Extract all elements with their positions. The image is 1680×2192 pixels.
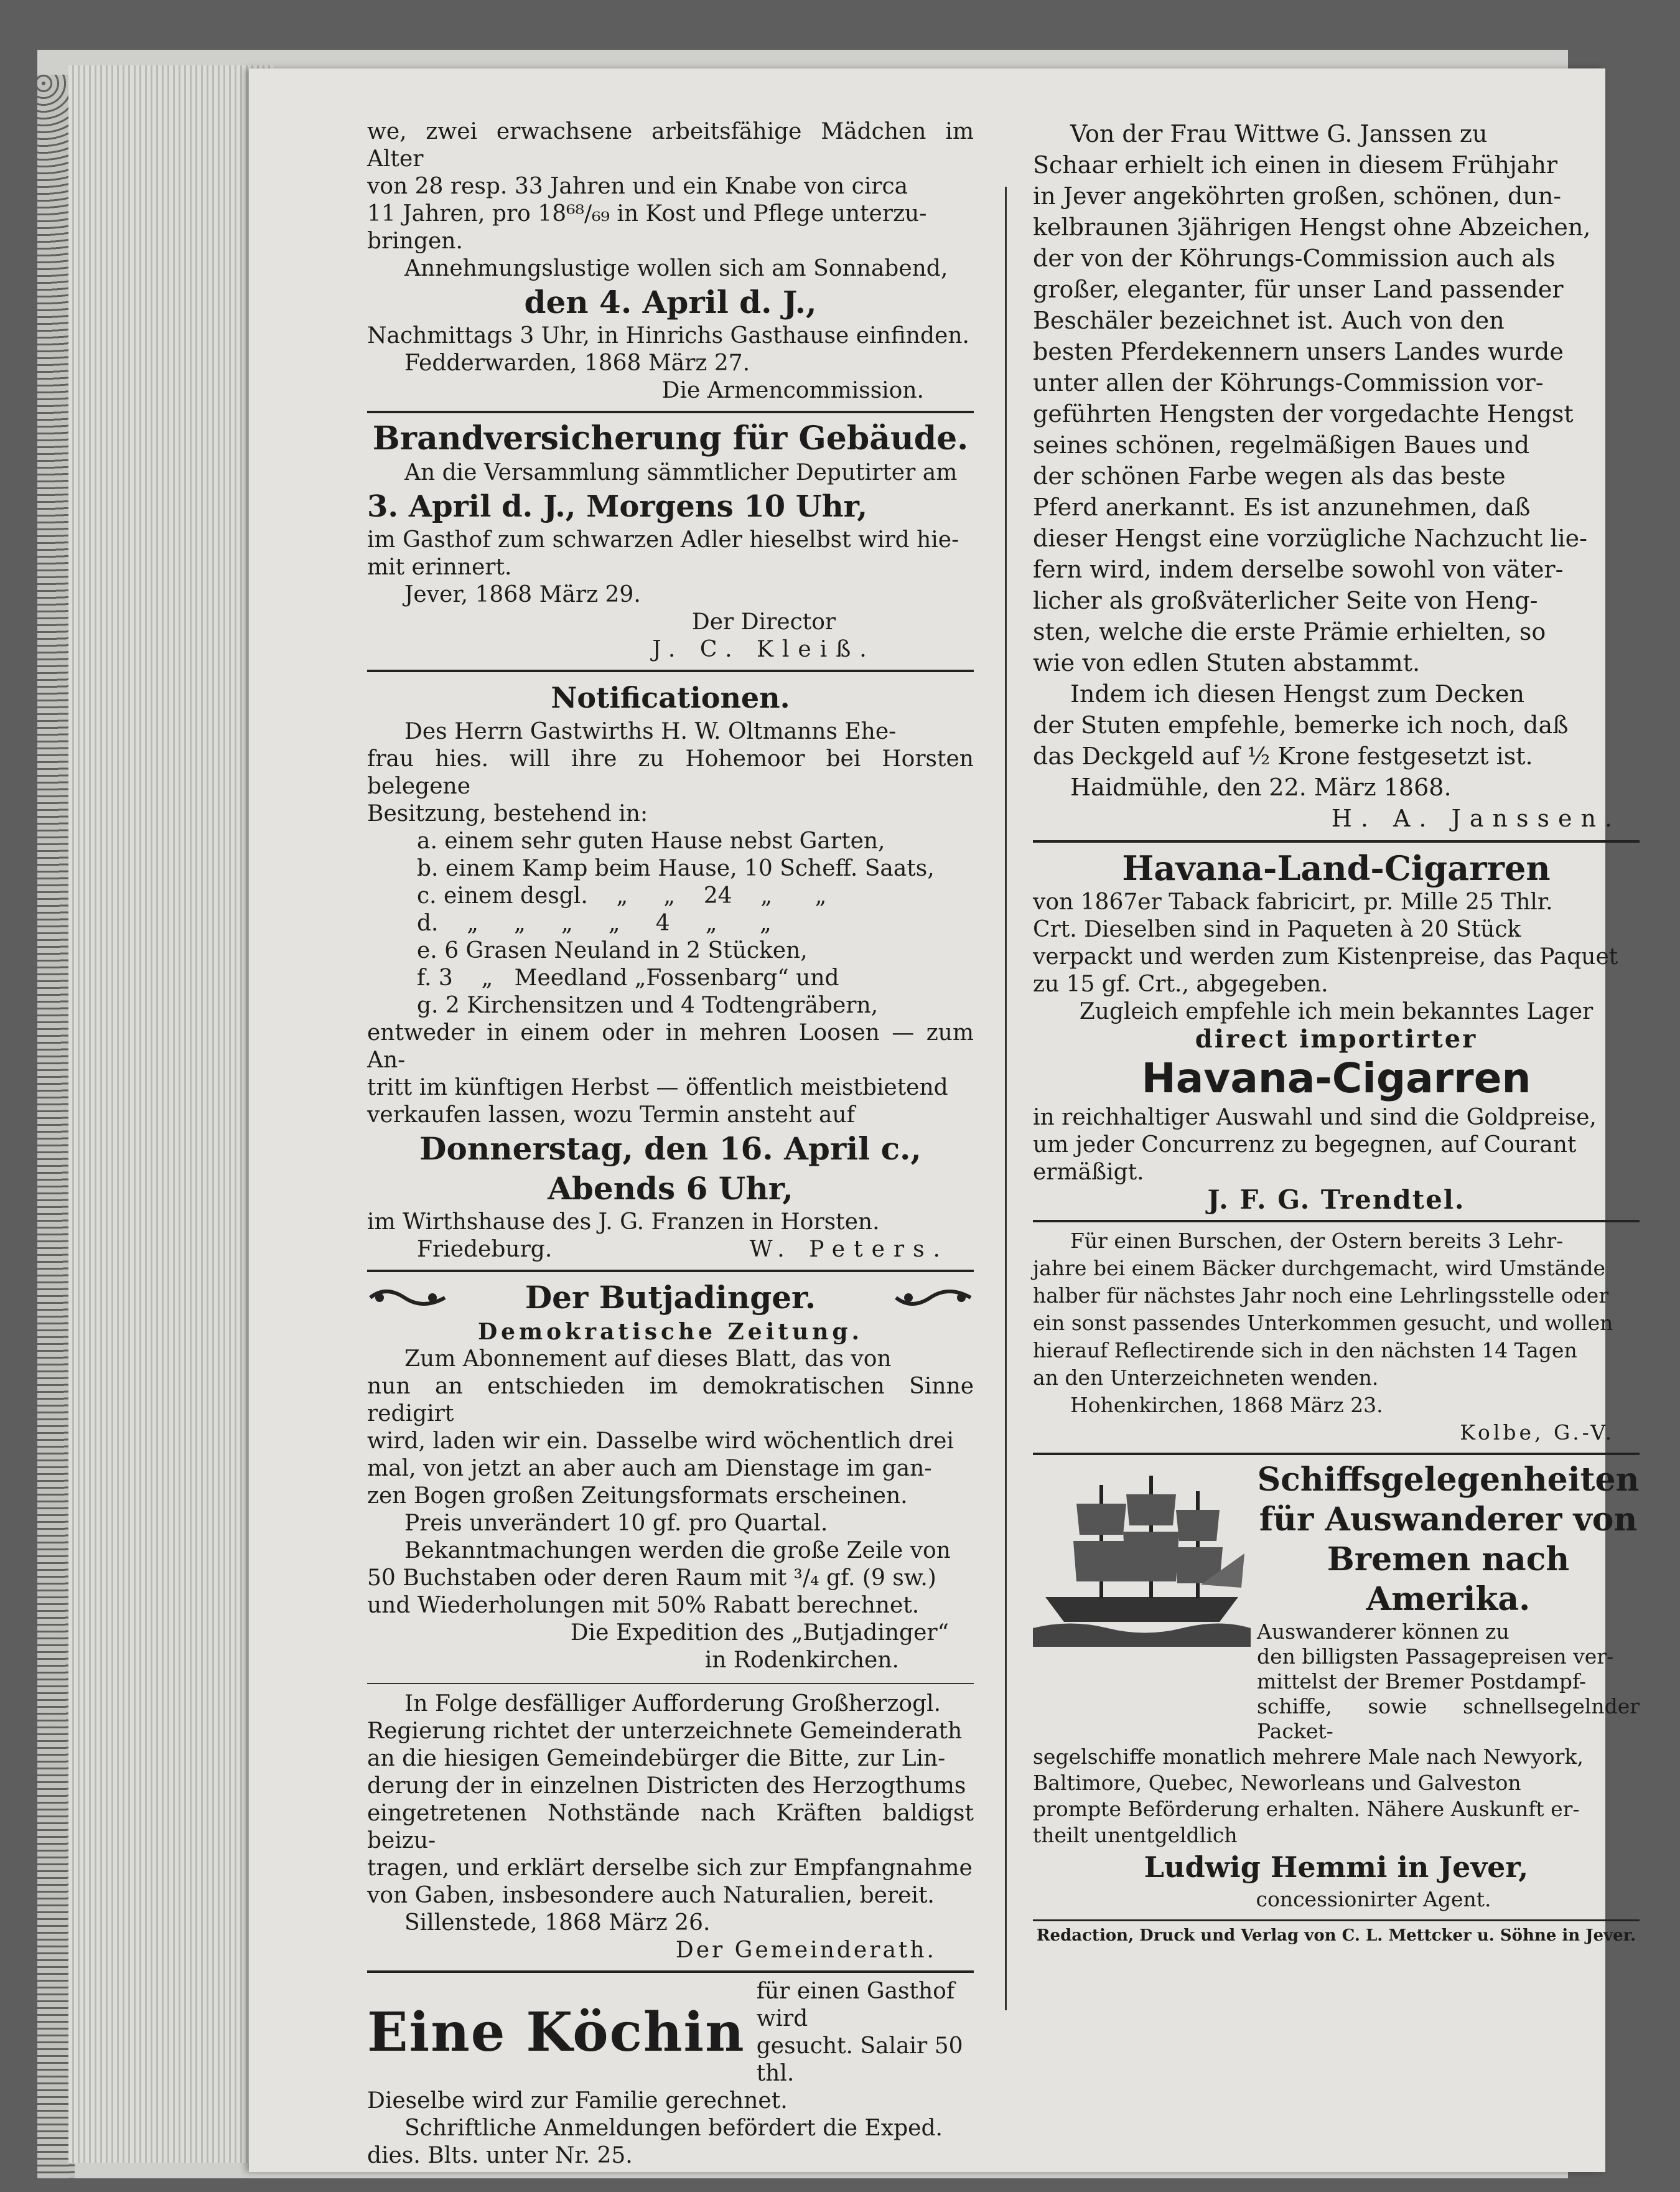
notice-subtitle: Demokratische Zeitung. xyxy=(477,1319,864,1345)
notice-date: den 4. April d. J., xyxy=(524,284,817,321)
text-line: nun an entschieden im demokratischen Sinne redigirt xyxy=(367,1374,974,1426)
text-line: derung der in einzelnen Districten des Herzogthums xyxy=(367,1773,966,1799)
text-line: zen Bogen großen Zeitungsformats erscheinen. xyxy=(367,1483,908,1509)
cigar-ad xyxy=(1033,848,1640,1214)
text-line: Für einen Burschen, der Ostern bereits 3 Lehr- xyxy=(1070,1229,1564,1253)
property-list xyxy=(367,828,974,1019)
text-line: den billigsten Passagepreisen ver- xyxy=(1257,1644,1614,1669)
title-row xyxy=(367,1978,974,2087)
text-line: Baltimore, Quebec, Neworleans und Galveston xyxy=(1033,1771,1521,1795)
title-side-text xyxy=(757,1978,974,2087)
list-item: f. 3 „ Meedland „Fossenbarg“ und xyxy=(417,965,839,991)
text-line: wie von edlen Stuten abstammt. xyxy=(1033,649,1421,677)
text-line: Crt. Dieselben sind in Paqueten à 20 Stück xyxy=(1033,917,1521,942)
text-line: Pferd anerkannt. Es ist anzunehmen, daß xyxy=(1033,494,1531,521)
koechin-notice xyxy=(367,1978,974,2170)
text-line: großer, eleganter, für unser Land passender xyxy=(1033,276,1564,303)
text-line: Von der Frau Wittwe G. Janssen zu xyxy=(1070,120,1488,148)
ship-ad xyxy=(1033,1460,1640,1913)
text-line: segelschiffe monatlich mehrere Male nach Newyork, xyxy=(1033,1745,1584,1769)
left-column xyxy=(367,118,974,2170)
text-line: eingetretenen Nothstände nach Kräften baldigst beizu- xyxy=(367,1801,974,1853)
text-line: fern wird, indem derselbe sowohl von väter- xyxy=(1033,556,1564,583)
text-line: Auswanderer können zu xyxy=(1257,1619,1510,1644)
text-line: Nachmittags 3 Uhr, in Hinrichs Gasthause einfinden. xyxy=(367,323,969,349)
column-divider xyxy=(1005,187,1007,2010)
text-line: hierauf Reflectirende sich in den nächsten 14 Tagen xyxy=(1033,1338,1577,1362)
text-line: An die Versammlung sämmtlicher Deputirter am xyxy=(404,460,958,485)
divider xyxy=(1033,1220,1640,1222)
place-date: Sillenstede, 1868 März 26. xyxy=(404,1910,711,1936)
text-line: In Folge desfälliger Aufforderung Großherzogl. xyxy=(404,1691,941,1717)
divider xyxy=(367,411,974,413)
text-line: halber für nächstes Jahr noch eine Lehrlingsstelle oder xyxy=(1033,1283,1609,1308)
divider xyxy=(1033,840,1640,843)
armen-notice xyxy=(367,118,974,405)
text-line: Des Herrn Gastwirths H. W. Oltmanns Ehe- xyxy=(404,719,897,744)
ship-header xyxy=(1033,1460,1640,1744)
ad-title: Havana-Cigarren xyxy=(1141,1054,1531,1102)
signature-title: Der Director xyxy=(691,609,836,635)
signature: W. Peters. xyxy=(749,1237,949,1262)
text-line: Beschäler bezeichnet ist. Auch von den xyxy=(1033,307,1505,334)
right-column xyxy=(1033,118,1640,1946)
text-line: mal, von jetzt an aber auch am Dienstage im gan- xyxy=(367,1456,932,1481)
text-line: verpackt und werden zum Kistenpreise, das Paquet xyxy=(1033,944,1618,970)
divider xyxy=(1033,1453,1640,1455)
text-line: im Wirthshause des J. G. Franzen in Horsten. xyxy=(367,1209,880,1235)
text-line: schiffe, sowie schnellsegelnder Packet- xyxy=(1257,1694,1640,1743)
ad-title: für Auswanderer von xyxy=(1259,1501,1638,1539)
text-line: licher als großväterlicher Seite von Heng- xyxy=(1033,587,1538,614)
text-line: jahre bei einem Bäcker durchgemacht, wird Umstände xyxy=(1033,1256,1606,1280)
ad-title: Havana-Land-Cigarren xyxy=(1122,848,1551,888)
agent-name: Ludwig Hemmi in Jever, xyxy=(1144,1850,1529,1884)
text-line: an den Unterzeichneten wenden. xyxy=(1033,1365,1379,1390)
text-line: Indem ich diesen Hengst zum Decken xyxy=(1070,680,1525,708)
text-line: 50 Buchstaben oder deren Raum mit ³/₄ gf. (9 sw.) xyxy=(367,1565,936,1591)
text-line: mit erinnert. xyxy=(367,555,512,580)
notif-notice xyxy=(367,677,974,1263)
bursche-notice xyxy=(1033,1227,1640,1446)
divider xyxy=(367,1683,974,1684)
text-line: der schönen Farbe wegen als das beste xyxy=(1033,462,1506,490)
list-item: d. „ „ „ „ 4 „ „ xyxy=(417,911,772,936)
divider xyxy=(367,1970,974,1973)
signature: in Rodenkirchen. xyxy=(704,1647,899,1673)
text-line: dieser Hengst eine vorzügliche Nachzucht lie- xyxy=(1033,525,1588,552)
signature: J. F. G. Trendtel. xyxy=(1207,1184,1465,1215)
place-date: Haidmühle, den 22. März 1868. xyxy=(1070,774,1452,801)
brand-notice xyxy=(367,418,974,663)
imprint: Redaction, Druck und Verlag von C. L. Mettcker u. Söhne in Jever. xyxy=(1033,1919,1640,1946)
text-line: theilt unentgeldlich xyxy=(1033,1823,1238,1847)
notice-title: Brandversicherung für Gebäude. xyxy=(372,419,969,457)
notice-title: Notificationen. xyxy=(551,681,790,714)
agent-title: concessionirter Agent. xyxy=(1256,1887,1491,1911)
signature: Der Gemeinderath. xyxy=(675,1937,936,1963)
text-line: das Deckgeld auf ½ Krone festgesetzt ist. xyxy=(1033,742,1533,770)
signature: Kolbe, G.-V. xyxy=(1460,1420,1615,1445)
text-line: Schriftliche Anmeldungen befördert die Exped. xyxy=(404,2115,943,2141)
text-line: frau hies. will ihre zu Hohemoor bei Horsten belegene xyxy=(367,746,974,799)
text-line: von 28 resp. 33 Jahren und ein Knabe von circa xyxy=(367,174,908,199)
list-item: a. einem sehr guten Hause nebst Garten, xyxy=(417,828,885,854)
list-item: e. 6 Grasen Neuland in 2 Stücken, xyxy=(417,938,808,963)
text-line: Zum Abonnement auf dieses Blatt, das von xyxy=(404,1346,892,1372)
ad-subtitle: direct importirter xyxy=(1195,1024,1478,1054)
notice-time: Abends 6 Uhr, xyxy=(548,1170,793,1207)
signature: Die Armencommission. xyxy=(661,378,924,403)
hengst-notice xyxy=(1033,118,1640,834)
place-date: Jever, 1868 März 29. xyxy=(404,582,641,607)
text-line: Besitzung, bestehend in: xyxy=(367,801,648,827)
text-line: Regierung richtet der unterzeichnete Gemeinderath xyxy=(367,1718,963,1744)
text-line: ermäßigt. xyxy=(1033,1159,1144,1185)
text-line: an die hiesigen Gemeindebürger die Bitte, zur Lin- xyxy=(367,1746,946,1771)
divider xyxy=(367,1270,974,1272)
signature: Die Expedition des „Butjadinger“ xyxy=(570,1620,949,1646)
text-line: um jeder Concurrenz zu begegnen, auf Courant xyxy=(1033,1132,1577,1158)
text-line: tritt im künftigen Herbst — öffentlich meistbietend xyxy=(367,1075,948,1100)
signature: J. C. Kleiß. xyxy=(652,637,875,662)
list-item: c. einem desgl. „ „ 24 „ „ xyxy=(417,883,827,909)
notice-title: Der Butjadinger. xyxy=(525,1279,816,1316)
page-stack xyxy=(68,65,274,2163)
text-line: 11 Jahren, pro 18⁶⁸/₆₉ in Kost und Pflege unterzu- xyxy=(367,201,927,227)
text-line: dies. Blts. unter Nr. 25. xyxy=(367,2143,633,2168)
text-line: wird, laden wir ein. Dasselbe wird wöchentlich drei xyxy=(367,1428,954,1454)
text-line: Schaar erhielt ich einen in diesem Frühjahr xyxy=(1033,151,1558,179)
ship-title-block xyxy=(1257,1460,1640,1744)
text-line: unter allen der Köhrungs-Commission vor- xyxy=(1033,369,1544,396)
list-item: g. 2 Kirchensitzen und 4 Todtengräbern, xyxy=(417,993,879,1018)
place-date: Fedderwarden, 1868 März 27. xyxy=(404,350,750,376)
sailing-ship-icon xyxy=(1033,1460,1251,1647)
text-line: besten Pferdekennern unsers Landes wurde xyxy=(1033,338,1564,365)
notice-title: Eine Köchin xyxy=(367,2001,745,2064)
text-line: von Gaben, insbesondere auch Naturalien, bereit. xyxy=(367,1883,935,1908)
text-line: Annehmungslustige wollen sich am Sonnabend, xyxy=(404,256,948,281)
text-line: Zugleich empfehle ich mein bekanntes Lager xyxy=(1079,999,1594,1024)
ornament-icon xyxy=(367,1285,448,1310)
text-line: kelbraunen 3jährigen Hengst ohne Abzeichen, xyxy=(1033,213,1591,241)
ad-title: Schiffsgelegenheiten xyxy=(1257,1461,1640,1499)
text-line: verkaufen lassen, wozu Termin ansteht auf xyxy=(367,1102,855,1128)
town: Friedeburg. xyxy=(417,1237,553,1262)
text-line: seines schönen, regelmäßigen Baues und xyxy=(1033,431,1530,459)
text-line: we, zwei erwachsene arbeitsfähige Mädchen im Alter xyxy=(367,119,974,172)
signature: H. A. Janssen. xyxy=(1331,805,1621,832)
text-line: für einen Gasthof wird xyxy=(756,1979,955,2031)
text-line: von 1867er Taback fabricirt, pr. Mille 25 Thlr. xyxy=(1033,889,1553,915)
text-line: Dieselbe wird zur Familie gerechnet. xyxy=(367,2088,788,2114)
text-line: entweder in einem oder in mehren Loosen — zum An- xyxy=(367,1020,974,1073)
text-line: der von der Köhrungs-Commission auch als xyxy=(1033,245,1556,272)
text-line: zu 15 gf. Crt., abgegeben. xyxy=(1033,972,1328,997)
signature-row xyxy=(367,1236,974,1263)
text-line: in Jever angeköhrten großen, schönen, dun- xyxy=(1033,182,1562,210)
ornament-icon xyxy=(893,1285,974,1310)
text-line: gesucht. Salair 50 thl. xyxy=(756,2033,963,2086)
list-item: b. einem Kamp beim Hause, 10 Scheff. Saats, xyxy=(417,856,935,881)
ad-title: Bremen nach Amerika. xyxy=(1327,1540,1570,1618)
text-line: sten, welche die erste Prämie erhielten, so xyxy=(1033,618,1546,645)
divider xyxy=(367,670,974,672)
text-line: und Wiederholungen mit 50% Rabatt berechnet. xyxy=(367,1593,920,1618)
text-line: tragen, und erklärt derselbe sich zur Empfangnahme xyxy=(367,1855,973,1881)
title-row xyxy=(367,1277,974,1318)
gemeinderath-notice xyxy=(367,1690,974,1964)
text-line: prompte Beförderung erhalten. Nähere Auskunft er- xyxy=(1033,1797,1580,1821)
text-line: im Gasthof zum schwarzen Adler hieselbst wird hie- xyxy=(367,527,959,553)
butjadinger-notice xyxy=(367,1277,974,1674)
text-line: mittelst der Bremer Postdampf- xyxy=(1257,1669,1587,1693)
text-line: der Stuten empfehle, bemerke ich noch, daß xyxy=(1033,711,1569,739)
text-line: bringen. xyxy=(367,228,463,254)
place-date: Hohenkirchen, 1868 März 23. xyxy=(1070,1393,1383,1417)
notice-date: 3. April d. J., Morgens 10 Uhr, xyxy=(367,489,868,524)
text-line: in reichhaltiger Auswahl und sind die Goldpreise, xyxy=(1033,1105,1597,1130)
text-line: Bekanntmachungen werden die große Zeile von xyxy=(404,1538,951,1563)
notice-date: Donnerstag, den 16. April c., xyxy=(419,1130,922,1167)
price-line: Preis unverändert 10 gf. pro Quartal. xyxy=(404,1511,828,1536)
text-line: ein sonst passendes Unterkommen gesucht, und wollen xyxy=(1033,1311,1613,1335)
text-line: geführten Hengsten der vorgedachte Hengst xyxy=(1033,400,1574,428)
